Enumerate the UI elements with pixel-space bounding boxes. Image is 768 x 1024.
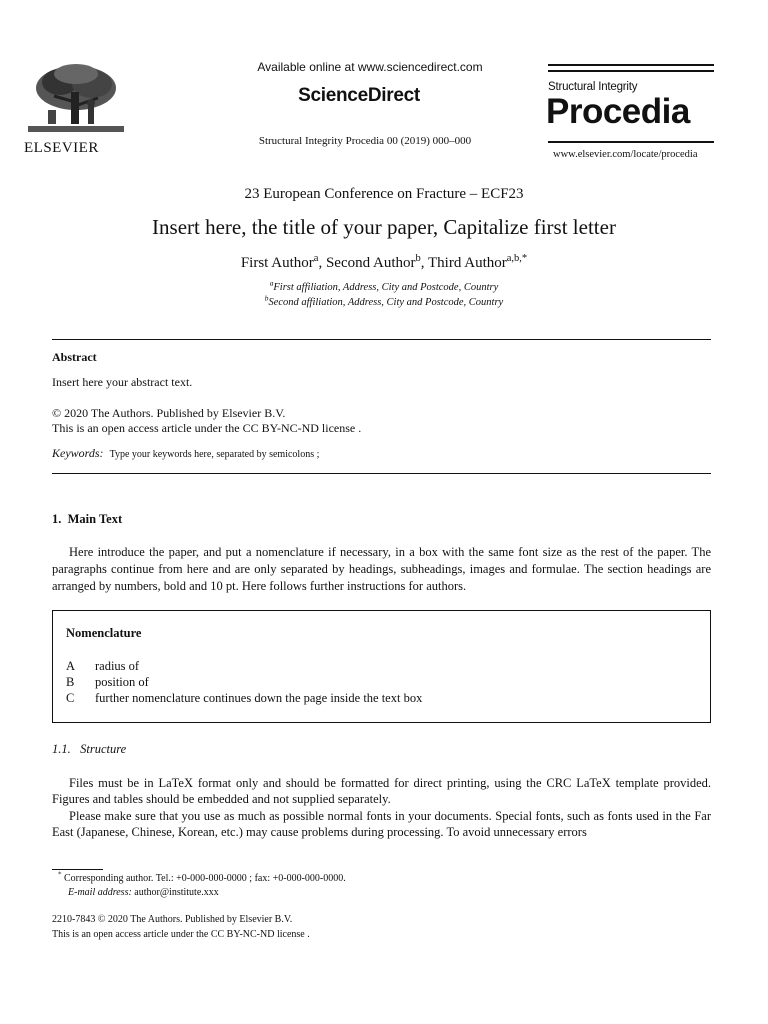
abstract-copyright: © 2020 The Authors. Published by Elsevier B.V. — [52, 406, 286, 420]
nomenclature-heading: Nomenclature — [66, 626, 142, 640]
journal-url: www.elsevier.com/locate/procedia — [553, 149, 698, 160]
footnote-mark: * — [58, 870, 62, 879]
abstract-rule-top — [52, 339, 711, 340]
elsevier-wordmark: ELSEVIER — [24, 140, 99, 156]
nomenclature-item: A radius of — [66, 659, 140, 673]
nomenclature-item: C further nomenclature continues down the page inside the text box — [66, 691, 423, 705]
keywords-value: Type your keywords here, separated by semicolons ; — [109, 449, 320, 460]
header-rule-bottom — [548, 141, 714, 143]
tree-emblem-icon — [24, 62, 128, 134]
subsection-heading: 1.1. Structure — [52, 742, 127, 756]
footer-issn: 2210-7843 © 2020 The Authors. Published by Elsevier B.V. — [52, 914, 293, 925]
procedia-brand-large: Procedia — [546, 92, 690, 131]
abstract-text: Insert here your abstract text. — [52, 375, 193, 389]
email-note: E-mail address: author@institute.xxx — [68, 887, 219, 898]
author-1: First Author$^a$, — [240, 253, 326, 271]
subsection-paragraph-2: Please make sure that you use as much as possible normal fonts in your documents. Special fonts, such as fonts used in the Far East (Japanese, Chinese, Korean, etc.) may cause problems during processing. To avoid unnecessary errors — [52, 809, 711, 839]
author-list — [0, 255, 768, 272]
subsection-paragraph-1: Files must be in LaTeX format only and should be formatted for direct printing, using the CRC LaTeX template provided. Figures and tables should be embedded and not supplied separately. — [52, 776, 711, 806]
conference-name: 23 European Conference on Fracture – ECF23 — [244, 186, 524, 202]
nomenclature-item: B position of — [66, 675, 149, 689]
keywords-label: Keywords: — [52, 446, 104, 460]
corresponding-author-note: * Corresponding author. Tel.: +0-000-000-0000 ; fax: +0-000-000-0000. — [58, 870, 346, 884]
nomenclature-box — [52, 610, 711, 723]
footer-license: This is an open access article under the CC BY-NC-ND license . — [52, 929, 310, 940]
section-heading: 1. Main Text — [52, 512, 123, 526]
email-link[interactable]: author@institute.xxx — [134, 887, 219, 898]
author-3: Third Author$^{a,b,*}$ — [428, 253, 528, 271]
elsevier-logo — [24, 62, 128, 156]
affiliation-2: $^b$Second affiliation, Address, City and Postcode, Country — [264, 293, 504, 308]
journal-reference: Structural Integrity Procedia 00 (2019) 000–000 — [258, 135, 472, 147]
sciencedirect-logo: ScienceDirect — [298, 85, 420, 106]
abstract-heading: Abstract — [52, 350, 97, 364]
paper-title: Insert here, the title of your paper, Capitalize first letter — [152, 215, 616, 239]
procedia-brand-small: Structural Integrity — [548, 81, 638, 93]
header-rule-top-2 — [548, 70, 714, 72]
affiliation-1: $^a$First affiliation, Address, City and Postcode, Country — [269, 278, 499, 293]
section-paragraph: Here introduce the paper, and put a nomenclature if necessary, in a box with the same font size as the rest of the paper. The paragraphs continue from here and are only separated by headings, subheadings, images and formulae. The section headings are arranged by numbers, bold and 10 pt. Here follows further instructions for authors. — [52, 545, 711, 593]
header-rule-top-1 — [548, 64, 714, 66]
abstract-rule-bottom — [52, 473, 711, 474]
keywords-line — [52, 446, 319, 461]
author-2: Second Author$^b$, — [325, 253, 428, 271]
abstract-license: This is an open access article under the CC BY-NC-ND license . — [52, 421, 362, 435]
available-online-text: Available online at www.sciencedirect.com — [257, 60, 483, 74]
